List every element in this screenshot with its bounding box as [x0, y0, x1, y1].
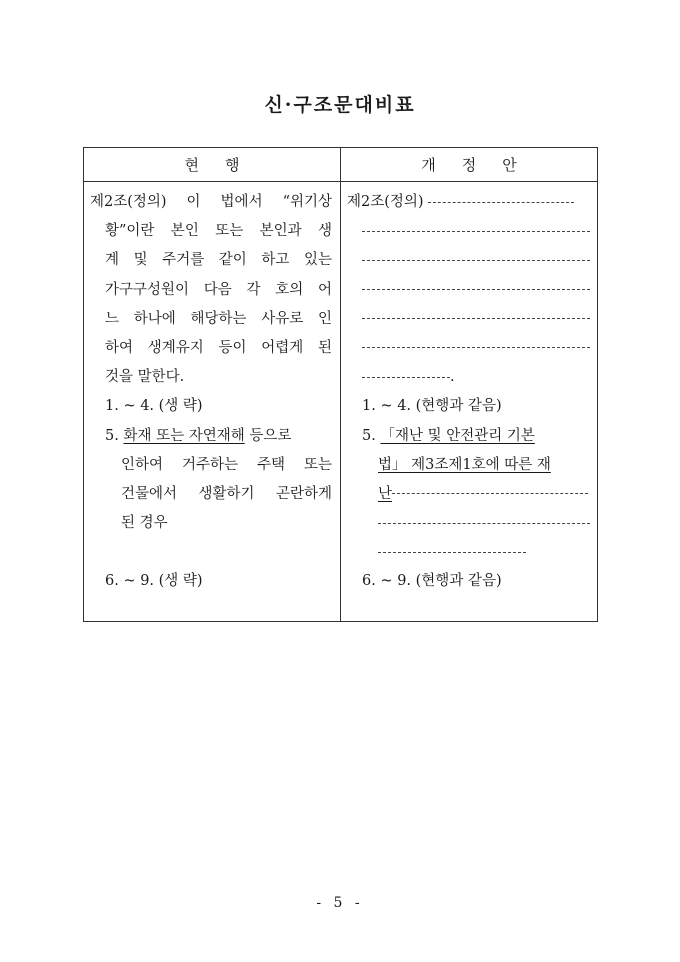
unchanged-dash-line [362, 289, 590, 290]
amended-item-5-line [341, 538, 597, 567]
current-line: 느 하나에 해당하는 사유로 인 [105, 310, 332, 327]
amended-item-5-line [341, 509, 597, 538]
current-item-5 [84, 422, 340, 451]
underlined-text: 화재 또는 자연재해 [123, 427, 245, 444]
current-line: 것을 말한다. [105, 369, 185, 386]
article-label: 제2조(정의) [347, 194, 424, 210]
item-text: 등으로 [244, 427, 292, 444]
current-item-5-line: 건물에서 생활하기 곤란하게 [121, 485, 332, 502]
amended-line [341, 217, 597, 246]
unchanged-dash-line [428, 202, 574, 203]
header-amended: 개정안 [341, 148, 598, 182]
current-line: 황”이란 본인 또는 본인과 생 [105, 223, 332, 240]
current-text-cell [84, 182, 341, 622]
amended-items-6-9: 6. ~ 9. (현행과 같음) [362, 573, 502, 590]
comparison-table [83, 147, 598, 622]
page-title: 신·구조문대비표 [264, 94, 416, 116]
item-number: 5. [362, 427, 381, 444]
amended-text-cell [341, 182, 598, 622]
current-line: 하여 생계유지 등이 어렵게 된 [105, 339, 332, 356]
amended-item-5-line [341, 480, 597, 509]
page-number: - 5 - [316, 895, 364, 911]
amended-items-1-4: 1. ~ 4. (현행과 같음) [362, 398, 502, 415]
unchanged-dash-line [378, 552, 526, 553]
current-items-6-9: 6. ~ 9. (생 략) [105, 573, 203, 590]
current-item-5-line: 인하여 거주하는 주택 또는 [121, 456, 332, 473]
amended-line [341, 276, 597, 305]
current-line: 가구구성원이 다음 각 호의 어 [105, 281, 332, 298]
underlined-text: 「재난 및 안전관리 기본 [380, 427, 535, 444]
unchanged-dash-line [392, 493, 588, 494]
unchanged-dash-line [362, 260, 590, 261]
underlined-text: 난 [378, 485, 393, 502]
current-item-5-line: 된 경우 [121, 515, 168, 532]
unchanged-dash-line [362, 347, 590, 348]
amended-line [341, 305, 597, 334]
amended-item-5 [341, 422, 597, 451]
underlined-text: 법」 제3조제1호에 따른 재 [378, 456, 551, 473]
current-items-1-4: 1. ~ 4. (생 략) [105, 398, 203, 415]
current-line: 계 및 주거를 같이 하고 있는 [105, 252, 332, 269]
unchanged-dash-line [362, 377, 450, 378]
header-current: 현행 [84, 148, 341, 182]
item-number: 5. [105, 427, 124, 444]
unchanged-dash-line [362, 231, 590, 232]
unchanged-dash-line [378, 523, 590, 524]
amended-line [341, 363, 597, 392]
period: . [450, 369, 455, 386]
unchanged-dash-line [362, 318, 590, 319]
blank-line [84, 538, 340, 567]
amended-line [341, 334, 597, 363]
current-line: 제2조(정의) 이 법에서 “위기상 [90, 194, 332, 210]
amended-line [341, 246, 597, 275]
amended-line [341, 188, 597, 217]
amended-item-5-line [341, 451, 597, 480]
